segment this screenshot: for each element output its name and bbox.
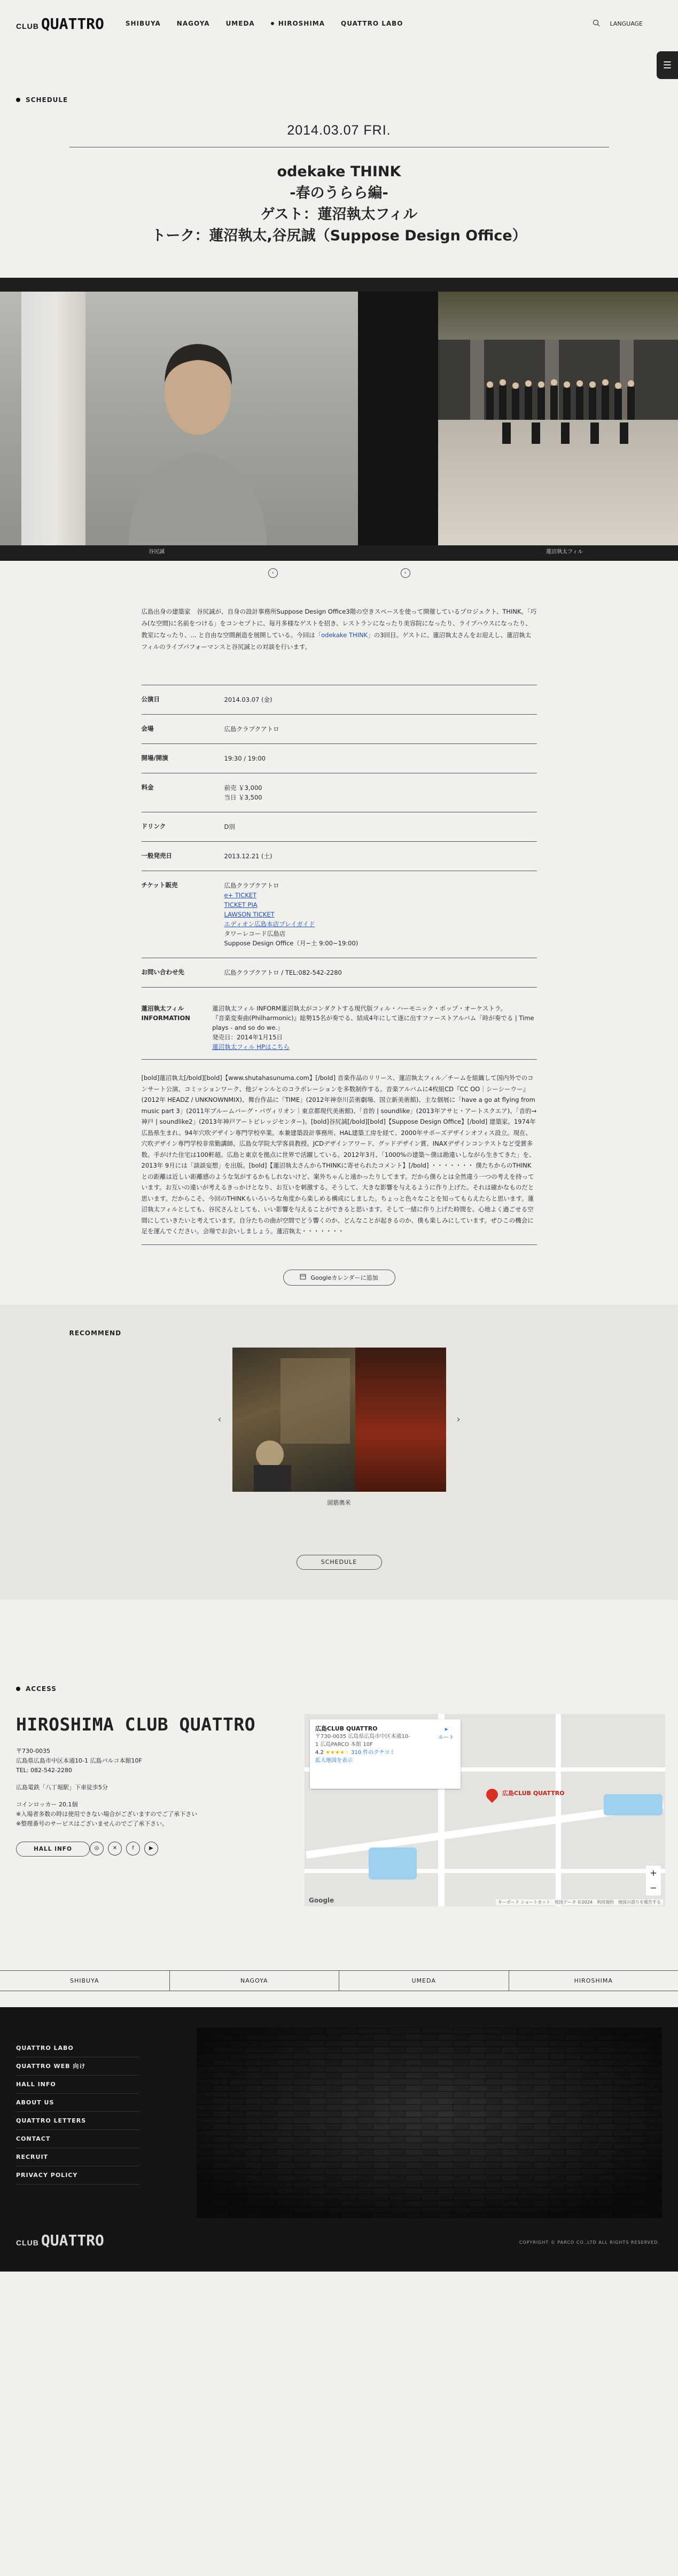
footer-link[interactable]: ABOUT US <box>16 2094 139 2112</box>
footer-link[interactable]: QUATTRO LETTERS <box>16 2112 139 2130</box>
nav-umeda[interactable]: UMEDA <box>225 20 255 27</box>
tab-hiroshima[interactable]: HIROSHIMA <box>509 1971 678 1991</box>
zoom-controls[interactable]: + − <box>646 1866 661 1896</box>
ticket-link[interactable]: TICKET PIA <box>224 901 258 909</box>
footer-logo[interactable]: CLUB QUATTRO <box>16 2231 104 2249</box>
section-label: SCHEDULE <box>0 96 678 104</box>
table-row: 一般発売日 2013.12.21 (土) <box>142 842 537 871</box>
artist-info: 蓮沼執太フィルINFORMATION 蓮沼執太フィル INFORM蓮沼執太がコンダクトする現代版フィル・ハーモニック・ポップ・オーケストラ。 『音楽変奏曲(Philharmonic)』総勢15名が奏でる、結成4年にして遂に出すファーストアルバム「時が奏でる | Time plays - and so do we.」 発売日：2014年1月15日 蓮沼執太フィル HPはこちら <box>141 1005 534 1051</box>
access-section: ACCESS HIROSHIMA CLUB QUATTRO 〒730-0035 広島県広島市中区本通10-1 広島パルコ本館10F TEL: 082-542-2280 広島電鉄「八丁堀駅」下車徒歩5分 コインロッカー 20.1個 ※入場者多数の時は使用できない場合がございますのでご了承下さい ※整理番号のサービスはございませんのでご了承下さい。 HALL INFO ◎ ✕ f ▶ 広島CLUB QUATTRO 〒730-0035 広島県広島市中区本通10-1 広島PARCO 本館 10F 4.2 ★★★★☆ 310 件のクチコミ 拡大地図を表示 ➤ ルート 広島CLUB QUATTRO + − Google キーボード ショートカット 地図データ ©2024 利用規約 地図の誤りを報告する <box>0 1685 678 1906</box>
x-icon[interactable]: ✕ <box>108 1842 122 1855</box>
nav-quattro-labo[interactable]: QUATTRO LABO <box>341 20 403 27</box>
chevron-right-icon[interactable]: › <box>456 1414 461 1425</box>
artist-photo-philharmonic <box>438 292 678 545</box>
tab-shibuya[interactable]: SHIBUYA <box>70 1977 99 1984</box>
artist-profile-text: [bold]蓮沼執太[/bold][bold]【www.shutahasunuma.com】[/bold] 音楽作品のリリース、蓮沼執太フィル／チームを組織して国内外でのコンサート公演、コミッションワーク、他ジャンルとのコラボレーションを多数制作する。音楽アルバムに4枚組CD『CC OO｜シーシーウー』(2012年 HEADZ / UNKNOWNMIX)、舞台作品に「TIME」(2012年神奈川芸術劇場、国立新美術館)、主な個展に「have a go at flying from music part 3」(2011年ブルームバーグ・パヴィリオン｜東京都現代美術館)、「音的 | soundlike」(2013年アサヒ・アートスクエア)、「音的→神戸 | soundlike2」(2013年神戸アートビレッジセンター)。[bold]谷尻誠[/bold][bold]【Suppose Design Office】[/bold] 建築家。1974年広島県生まれ。94年穴吹デザイン専門学校卒業。本兼建築設計事務所、HAL建築工房を経て、2000年サポーズデザインオフィス設立。現在、穴吹デザイン専門学校非常勤講師。広島女学院大学客員教授。JCDデザインアワード、グッドデザイン賞、INAXデザインコンテストなど受賞多数。手がけた住宅は100軒超。広島と東京を拠点に世界で活躍している。2012年3月、「1000%の建築～僕は勘違いしながら生きてきた」を、2013年 9月には「談談妄想」を出版。[bold]【蓮沼執太さんからTHINKに寄せられたコメント】[/bold] ・・・・・・・ 僕たちからのTHINKとの距離は近しい距離感のような気がするかもしれないけど、案外ちゃんと遠かったりしてます。だから僕らとは全然違う一つの考えを持っています。お互いの違いが考えるきっかけとなり、お互いを刺激する。そうして、大きな影響を与えるように作り上げた。それは確かなものだと思います。だからこそ、今回のTHINKもいろいろな角度から楽しめる構成にしました。ちょっと色々なことを知ってもらえたらと思います。蓮沼執太フィルとしても、谷尻さんとしても、いい影響を与えることができると思います。そして一緒に作り上げた時間を、心地よく過ごせる空間にしていきたいと考えています。自分たちの曲が空間でどう響くのか、どんなことが起きるのか、僕も楽しみにしています。ぜひこの機会に足を運んでください。会場でお会いしましょう。蓮沼執太・・・・・・・ <box>141 1074 537 1235</box>
footer-link[interactable]: QUATTRO LABO <box>16 2039 139 2057</box>
calendar-icon <box>300 1273 306 1281</box>
nav-nagoya[interactable]: NAGOYA <box>176 20 210 27</box>
event-description: 広島出身の建築家 谷尻誠が、自身の設計事務所Suppose Design Office3階の空きスペースを使って開催しているプロジェクト、THINK。「巧み(な空間)に名前をつける」をコンセプトに、毎月多様なゲストを招き、レストランになったり美容院になったり、ライブハウスになったり、教室になったり、... と自由な空間創造を展開している。今回は「odekake THINK」の3回目。ゲストに、蓮沼執太さんをお迎えし、蓮沼執太フィルのライブパフォーマンスと谷尻誠との対談を行います。 <box>141 608 537 651</box>
map-info-card: 広島CLUB QUATTRO 〒730-0035 広島県広島市中区本通10-1 広島PARCO 本館 10F 4.2 ★★★★☆ 310 件のクチコミ 拡大地図を表示 ➤ ルート <box>310 1719 461 1789</box>
table-row: 公演日 2014.03.07 (金) <box>142 685 537 715</box>
ticket-link[interactable]: e+ TICKET <box>224 891 257 899</box>
tab-umeda[interactable]: UMEDA <box>339 1971 509 1991</box>
prev-arrow-icon[interactable]: ‹ <box>268 568 278 578</box>
recommend-card[interactable] <box>232 1348 446 1492</box>
instagram-icon[interactable]: ◎ <box>90 1842 104 1855</box>
youtube-icon[interactable]: ▶ <box>144 1842 158 1855</box>
venue-name: HIROSHIMA CLUB QUATTRO <box>16 1713 256 1735</box>
footer-link[interactable]: HALL INFO <box>16 2076 139 2094</box>
venue-address: 〒730-0035 広島県広島市中区本通10-1 広島パルコ本館10F TEL: 082-542-2280 <box>16 1747 142 1774</box>
ticket-link[interactable]: エディオン広島本店プレイガイド <box>224 920 315 928</box>
event-info-table <box>142 685 537 988</box>
photo-gallery[interactable] <box>0 278 678 561</box>
site-header <box>0 0 678 71</box>
venue-tabs <box>0 1970 678 1991</box>
photo-caption: 蓮沼執太フィル <box>546 549 583 555</box>
google-calendar-button[interactable]: Googleカレンダーに追加 <box>283 1270 395 1286</box>
footer-link[interactable]: RECRUIT <box>16 2148 139 2166</box>
brick-wall-image <box>197 2027 662 2218</box>
schedule-button[interactable]: SCHEDULE <box>297 1555 382 1570</box>
table-row: 開場/開演 19:30 / 19:00 <box>142 744 537 773</box>
route-link[interactable]: ルート <box>438 1734 454 1741</box>
social-links <box>90 1842 283 1855</box>
section-label: ACCESS <box>0 1685 678 1693</box>
search-icon[interactable] <box>593 19 600 28</box>
footer-link[interactable]: QUATTRO WEB 向け <box>16 2057 139 2076</box>
google-map[interactable]: 広島CLUB QUATTRO 〒730-0035 広島県広島市中区本通10-1 広島PARCO 本館 10F 4.2 ★★★★☆ 310 件のクチコミ 拡大地図を表示 ➤ ルート 広島CLUB QUATTRO + − Google キーボード ショートカット 地図データ ©2024 利用規約 地図の誤りを報告する <box>305 1714 665 1906</box>
copyright: COPYRIGHT © PARCO CO.,LTD ALL RIGHTS RESERVED. <box>519 2240 660 2245</box>
global-nav <box>126 20 403 27</box>
table-row: 料金 前売 ￥3,000 当日 ￥3,500 <box>142 773 537 812</box>
chevron-left-icon[interactable]: ‹ <box>217 1414 222 1425</box>
hamburger-icon[interactable]: ☰ <box>657 51 678 79</box>
ticket-link[interactable]: LAWSON TICKET <box>224 911 275 918</box>
event-title: odekake THINK -春のうらら編- ゲスト：蓮沼執太フィル トーク：蓮沼執太,谷尻誠（Suppose Design Office） <box>151 163 527 244</box>
table-row: 会場 広島クラブクアトロ <box>142 715 537 744</box>
next-arrow-icon[interactable]: › <box>401 568 410 578</box>
recommend-section <box>0 1305 678 1600</box>
footer-link[interactable]: CONTACT <box>16 2130 139 2148</box>
footer-nav <box>16 2039 139 2184</box>
artist-hp-link[interactable]: 蓮沼執太フィル HPはこちら <box>212 1043 290 1051</box>
site-footer <box>0 2007 678 2272</box>
artist-photo-tanijiri <box>0 292 358 545</box>
facebook-icon[interactable]: f <box>126 1842 140 1855</box>
event-date: 2014.03.07 FRI. <box>287 123 391 138</box>
language-link[interactable]: LANGUAGE <box>610 20 643 27</box>
photo-caption: 谷尻誠 <box>149 549 165 555</box>
large-map-link[interactable]: 拡大地図を表示 <box>315 1757 353 1764</box>
odekake-think-link[interactable]: 「odekake THINK」 <box>315 631 374 639</box>
footer-link[interactable]: PRIVACY POLICY <box>16 2166 139 2184</box>
table-row: お問い合わせ先 広島クラブクアトロ / TEL:082-542-2280 <box>142 958 537 988</box>
recommend-caption: 固筋奥米 <box>327 1499 351 1506</box>
nav-shibuya[interactable]: SHIBUYA <box>125 20 161 27</box>
directions-icon: ➤ <box>443 1726 449 1733</box>
recommend-heading: RECOMMEND <box>69 1329 122 1337</box>
map-pin-icon[interactable] <box>484 1786 500 1803</box>
tab-nagoya[interactable]: NAGOYA <box>169 1971 339 1991</box>
locker-notes: コインロッカー 20.1個 ※入場者多数の時は使用できない場合がございますのでご了承下さい ※整理番号のサービスはございませんのでご了承下さい。 <box>16 1800 198 1827</box>
hall-info-button[interactable]: HALL INFO <box>16 1842 90 1857</box>
nav-hiroshima[interactable]: HIROSHIMA <box>271 20 325 27</box>
table-row: チケット販売 広島クラブクアトロ e+ TICKET TICKET PIA LAWSON TICKET エディオン広島本店プレイガイド タワーレコード広島店 Suppose Design Office（月~土 9:00~19:00) <box>142 871 537 958</box>
schedule-section <box>0 47 678 1286</box>
site-logo[interactable]: CLUB QUATTRO <box>16 14 104 33</box>
table-row: ドリンク D別 <box>142 812 537 842</box>
